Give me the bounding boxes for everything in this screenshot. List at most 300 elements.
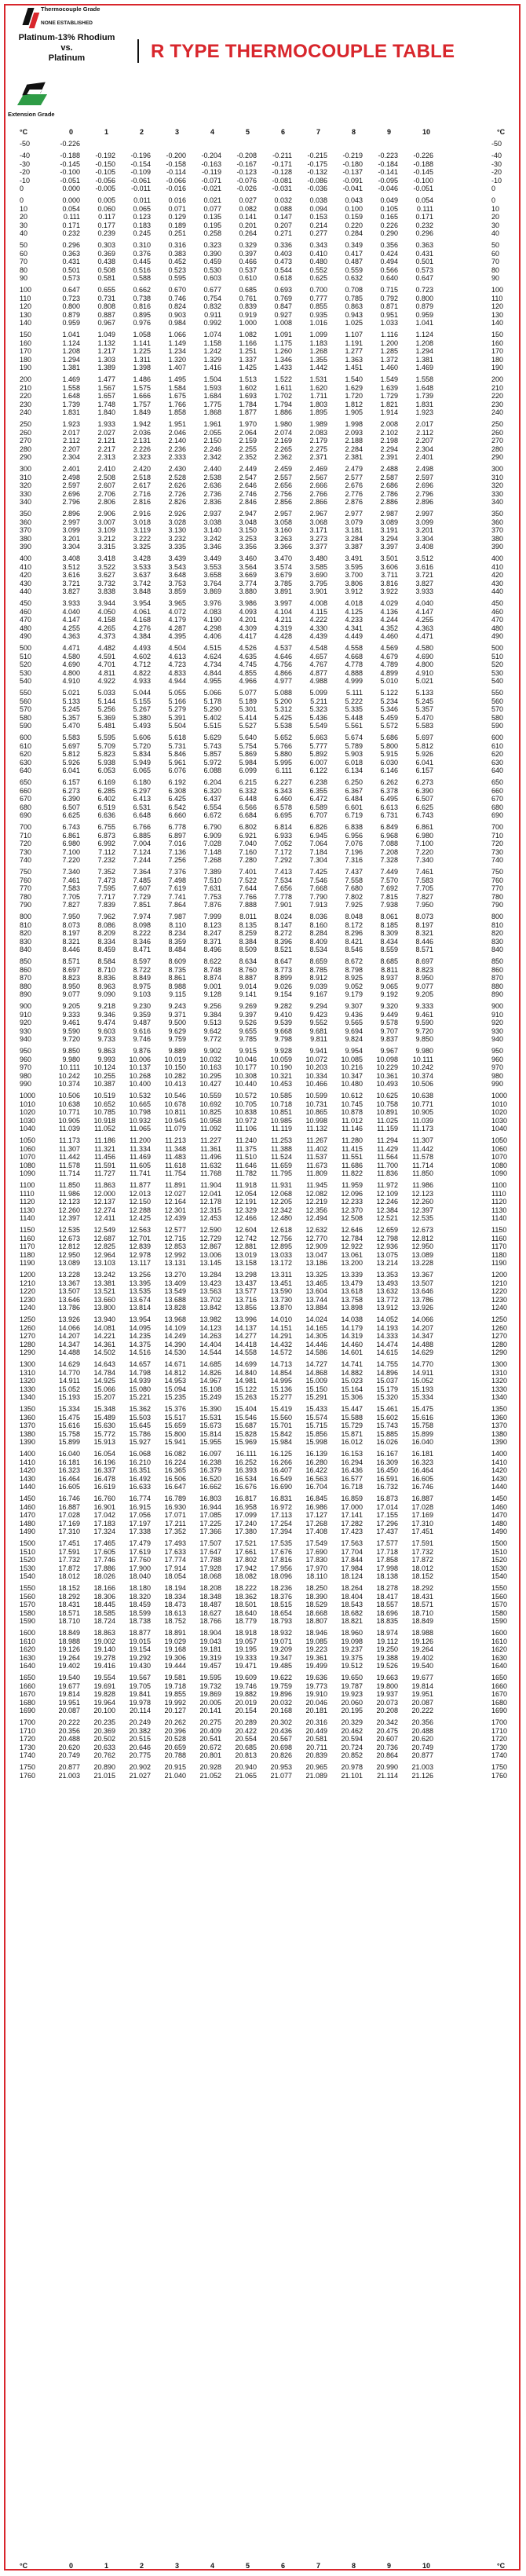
table-cell: 2.265 xyxy=(274,445,292,453)
table-cell: 9.423 xyxy=(309,1010,327,1019)
table-cell: 2.577 xyxy=(345,473,363,481)
row-temp-label-right: 320 xyxy=(491,481,504,489)
table-cell: 17.042 xyxy=(93,1511,115,1519)
table-cell: 17.788 xyxy=(199,1556,221,1564)
row-temp-label-right: 1430 xyxy=(491,1474,508,1483)
table-cell: 3.774 xyxy=(239,579,257,587)
row-temp-label: 1340 xyxy=(20,1393,36,1401)
table-cell: 13.381 xyxy=(93,1279,115,1287)
table-cell: 15.108 xyxy=(199,1385,221,1393)
row-temp-label-right: 1120 xyxy=(491,1198,507,1206)
row-temp-label: 1060 xyxy=(20,1144,36,1153)
table-cell: 18.891 xyxy=(164,1629,186,1637)
table-cell: 20.685 xyxy=(235,1743,257,1751)
table-cell: 1.558 xyxy=(62,383,80,392)
table-cell: 14.770 xyxy=(58,1368,80,1377)
table-row xyxy=(0,722,526,730)
table-cell: 3.806 xyxy=(345,579,363,587)
row-temp-label-right: 1600 xyxy=(491,1629,508,1637)
row-temp-label-right: 240 xyxy=(491,408,504,416)
table-cell: 9.077 xyxy=(415,982,433,990)
table-cell: 15.419 xyxy=(270,1405,292,1413)
table-cell: 16.887 xyxy=(58,1502,80,1511)
table-cell: 16.097 xyxy=(199,1450,221,1458)
table-cell: 18.026 xyxy=(93,1572,115,1580)
row-temp-label-right: -10 xyxy=(491,176,502,185)
table-cell: 11.039 xyxy=(412,1116,433,1125)
table-cell: -0.091 xyxy=(342,176,363,185)
table-cell: 0.816 xyxy=(133,302,151,310)
table-cell: 11.972 xyxy=(377,1181,398,1189)
table-row xyxy=(0,1751,526,1760)
table-cell: 2.646 xyxy=(239,481,257,489)
table-cell: 8.296 xyxy=(345,929,363,937)
table-cell: 15.150 xyxy=(305,1385,327,1393)
table-cell: 8.384 xyxy=(239,937,257,946)
table-cell: 2.547 xyxy=(239,473,257,481)
table-cell: 14.375 xyxy=(129,1340,151,1348)
table-cell: 7.268 xyxy=(203,856,221,864)
row-temp-label-right: 690 xyxy=(491,811,504,819)
table-cell: 17.451 xyxy=(411,1528,433,1535)
row-temp-label-right: 760 xyxy=(491,876,504,884)
table-block xyxy=(0,689,526,730)
table-cell: 11.959 xyxy=(342,1181,363,1189)
row-temp-label: 70 xyxy=(20,258,28,265)
table-row xyxy=(0,1190,526,1198)
row-temp-label: 710 xyxy=(20,831,32,840)
table-cell: 15.546 xyxy=(235,1413,257,1422)
table-cell: 18.557 xyxy=(376,1601,398,1608)
table-cell: 0.516 xyxy=(133,265,151,274)
table-cell: 10.638 xyxy=(411,1092,433,1100)
table-cell: 8.484 xyxy=(168,946,186,953)
table-cell: 0.271 xyxy=(274,229,292,237)
table-cell: 10.427 xyxy=(199,1080,221,1088)
table-cell: 10.493 xyxy=(376,1080,398,1088)
table-cell: 1.149 xyxy=(168,338,186,347)
row-temp-label-right: 740 xyxy=(491,856,504,864)
table-cell: 20.462 xyxy=(341,1726,363,1735)
page-title xyxy=(151,41,455,63)
table-cell: 5.926 xyxy=(62,758,80,767)
table-cell: 20.965 xyxy=(305,1763,327,1771)
table-cell: 1.477 xyxy=(97,375,115,383)
table-cell: 19.923 xyxy=(341,1690,363,1698)
table-cell: 2.597 xyxy=(415,473,433,481)
table-cell: 7.938 xyxy=(380,901,398,909)
table-cell: 4.125 xyxy=(345,607,363,616)
table-cell: 2.937 xyxy=(203,510,221,518)
row-temp-label: -30 xyxy=(20,159,31,168)
table-cell: 12.439 xyxy=(164,1214,186,1222)
table-cell: 13.423 xyxy=(199,1279,221,1287)
row-temp-label: 1590 xyxy=(20,1617,36,1625)
extension-grade-icon xyxy=(17,79,47,108)
column-label: 5 xyxy=(246,128,250,136)
table-cell: 6.367 xyxy=(345,786,363,795)
table-cell: 17.310 xyxy=(58,1528,80,1535)
table-cell: 3.595 xyxy=(345,562,363,571)
table-cell: 3.048 xyxy=(239,518,257,526)
table-row xyxy=(0,152,526,160)
table-cell: 11.986 xyxy=(59,1189,80,1198)
table-cell: 0.123 xyxy=(133,213,151,221)
table-cell: 3.150 xyxy=(239,526,257,534)
table-cell: 9.449 xyxy=(380,1010,398,1019)
table-cell: 2.179 xyxy=(309,437,327,445)
table-cell: 4.624 xyxy=(203,652,221,660)
row-temp-label-right: 1190 xyxy=(491,1259,507,1267)
table-cell: 11.469 xyxy=(130,1153,151,1161)
table-cell: 4.899 xyxy=(380,668,398,677)
table-cell: 16.252 xyxy=(235,1458,257,1466)
table-cell: 2.169 xyxy=(274,437,292,445)
table-cell: 8.011 xyxy=(239,913,257,920)
row-temp-label: 790 xyxy=(20,901,32,909)
row-temp-label-right: 280 xyxy=(491,445,504,453)
table-cell: 9.052 xyxy=(345,982,363,990)
table-cell: 18.849 xyxy=(411,1617,433,1625)
table-cell: 0.027 xyxy=(239,196,257,204)
table-cell: 1.268 xyxy=(309,347,327,355)
table-cell: 12.123 xyxy=(411,1189,433,1198)
table-cell: 14.643 xyxy=(93,1360,115,1368)
table-cell: 9.359 xyxy=(133,1010,151,1019)
table-cell: 4.526 xyxy=(239,644,257,652)
table-cell: 10.124 xyxy=(93,1063,115,1071)
table-row xyxy=(0,1564,526,1573)
table-row xyxy=(0,823,526,832)
table-cell: 19.444 xyxy=(164,1662,186,1670)
table-cell: 1.531 xyxy=(309,375,327,383)
table-cell: 0.581 xyxy=(97,274,115,282)
table-cell: 20.978 xyxy=(341,1763,363,1771)
table-cell: 21.015 xyxy=(93,1771,115,1780)
table-cell: -0.175 xyxy=(307,159,327,168)
table-cell: 14.629 xyxy=(58,1360,80,1368)
table-cell: 17.141 xyxy=(341,1511,363,1519)
table-row xyxy=(0,767,526,775)
table-cell: 17.746 xyxy=(93,1556,115,1564)
table-cell: 3.294 xyxy=(380,534,398,543)
table-cell: 6.838 xyxy=(345,823,363,831)
row-temp-label: 930 xyxy=(20,1026,32,1035)
table-cell: 6.308 xyxy=(168,786,186,795)
table-cell: 13.688 xyxy=(164,1295,186,1304)
row-temp-label: 770 xyxy=(20,884,32,892)
row-temp-label: 350 xyxy=(20,510,32,518)
table-cell: -0.223 xyxy=(378,152,398,159)
table-cell: 1.895 xyxy=(309,408,327,416)
table-cell: 9.346 xyxy=(97,1010,115,1019)
table-cell: 14.826 xyxy=(199,1368,221,1377)
table-cell: 6.332 xyxy=(239,786,257,795)
table-cell: 12.096 xyxy=(341,1189,363,1198)
row-temp-label: 1100 xyxy=(20,1181,35,1189)
table-cell: 17.718 xyxy=(376,1547,398,1556)
table-cell: 2.342 xyxy=(203,453,221,461)
table-cell: 11.280 xyxy=(342,1136,363,1144)
table-cell: 8.647 xyxy=(274,957,292,965)
table-cell: 12.784 xyxy=(341,1234,363,1242)
row-temp-label: 910 xyxy=(20,1010,32,1019)
table-block xyxy=(0,510,526,551)
table-cell: 7.280 xyxy=(239,856,257,864)
table-cell: 11.795 xyxy=(271,1169,292,1177)
table-cell: 3.711 xyxy=(381,571,398,579)
table-cell: 11.782 xyxy=(236,1169,257,1177)
row-temp-label: 180 xyxy=(20,355,32,364)
table-cell: 13.535 xyxy=(129,1287,151,1295)
table-cell: 0.054 xyxy=(62,204,80,213)
table-cell: 2.886 xyxy=(380,498,398,506)
table-cell: 19.098 xyxy=(341,1637,363,1645)
table-row xyxy=(0,258,526,266)
table-cell: 17.380 xyxy=(235,1528,257,1535)
table-cell: 12.812 xyxy=(411,1234,433,1242)
table-cell: 18.779 xyxy=(235,1617,257,1625)
table-cell: 0.919 xyxy=(239,310,257,319)
table-cell: 5.189 xyxy=(239,697,257,705)
table-cell: 20.329 xyxy=(341,1718,363,1726)
table-cell: 11.931 xyxy=(271,1181,292,1189)
table-cell: 0.967 xyxy=(97,319,115,327)
table-cell: 9.668 xyxy=(274,1026,292,1035)
table-cell: 16.365 xyxy=(164,1466,186,1474)
table-cell: 20.852 xyxy=(341,1751,363,1759)
table-cell: 20.877 xyxy=(411,1751,433,1759)
table-cell: 11.065 xyxy=(130,1125,151,1132)
row-temp-label-right: 1310 xyxy=(491,1368,508,1377)
table-cell: 9.513 xyxy=(203,1019,221,1026)
table-cell: -0.066 xyxy=(166,176,186,185)
row-temp-label: 1270 xyxy=(20,1332,36,1340)
table-cell: 3.880 xyxy=(239,587,257,595)
table-row xyxy=(0,356,526,364)
table-cell: 0.165 xyxy=(380,213,398,221)
table-cell: 2.207 xyxy=(415,437,433,445)
table-cell: 15.037 xyxy=(376,1377,398,1385)
row-temp-label-right: 870 xyxy=(491,974,504,982)
table-cell: 1.877 xyxy=(239,408,257,416)
table-cell: 18.222 xyxy=(235,1584,257,1592)
table-cell: 0.376 xyxy=(133,249,151,258)
table-cell: 11.659 xyxy=(271,1161,292,1169)
table-cell: 2.508 xyxy=(97,473,115,481)
table-cell: 14.558 xyxy=(235,1348,257,1356)
table-cell: 6.933 xyxy=(274,831,292,840)
table-cell: 8.634 xyxy=(239,957,257,965)
table-cell: 16.464 xyxy=(58,1474,80,1483)
table-row xyxy=(0,319,526,327)
table-cell: 9.103 xyxy=(133,990,151,998)
table-cell: 15.743 xyxy=(376,1422,398,1429)
table-cell: 15.616 xyxy=(411,1413,433,1422)
table-cell: 7.827 xyxy=(62,901,80,909)
table-cell: 0.777 xyxy=(309,294,327,302)
row-temp-label: 1010 xyxy=(20,1100,36,1108)
row-temp-label: 1000 xyxy=(20,1092,36,1100)
row-temp-label-right: 1220 xyxy=(491,1287,508,1295)
table-cell: 10.798 xyxy=(129,1108,151,1116)
table-cell: 10.111 xyxy=(59,1063,80,1071)
table-row xyxy=(0,1475,526,1484)
table-cell: 3.637 xyxy=(133,571,151,579)
table-cell: -0.100 xyxy=(60,168,80,176)
table-cell: 18.431 xyxy=(58,1601,80,1608)
table-cell: 20.369 xyxy=(93,1726,115,1735)
row-temp-label-right: 600 xyxy=(491,734,504,741)
row-temp-label-right: 50 xyxy=(491,241,500,249)
table-cell: 10.546 xyxy=(164,1092,186,1100)
table-cell: 5.481 xyxy=(97,722,115,730)
table-cell: 12.729 xyxy=(199,1234,221,1242)
table-cell: 12.260 xyxy=(58,1206,80,1214)
table-cell: 20.749 xyxy=(58,1751,80,1759)
table-cell: 3.616 xyxy=(62,571,80,579)
table-cell: 16.520 xyxy=(199,1474,221,1483)
row-temp-label-right: 910 xyxy=(491,1010,504,1019)
table-cell: 15.687 xyxy=(235,1422,257,1429)
table-cell: 10.229 xyxy=(376,1063,398,1071)
table-cell: 12.673 xyxy=(58,1234,80,1242)
row-temp-label-right: 1090 xyxy=(491,1169,508,1177)
row-temp-label: 590 xyxy=(20,722,32,730)
table-cell: 4.179 xyxy=(168,616,186,624)
row-temp-label: 1660 xyxy=(20,1681,36,1690)
row-temp-label-right: 1010 xyxy=(491,1100,508,1108)
table-cell: 18.152 xyxy=(58,1584,80,1592)
table-cell: 9.474 xyxy=(97,1019,115,1026)
table-cell: 0.135 xyxy=(203,213,221,221)
table-cell: 18.988 xyxy=(58,1637,80,1645)
table-cell: 0.071 xyxy=(168,204,186,213)
table-cell: 12.687 xyxy=(93,1234,115,1242)
table-cell: 14.390 xyxy=(164,1340,186,1348)
column-label: 5 xyxy=(246,2562,250,2570)
table-cell: 16.746 xyxy=(411,1483,433,1491)
table-cell: 9.230 xyxy=(133,1002,151,1010)
table-cell: 4.136 xyxy=(380,607,398,616)
table-cell: 8.760 xyxy=(239,965,257,974)
table-cell: 13.089 xyxy=(411,1250,433,1259)
table-cell: 17.844 xyxy=(341,1556,363,1564)
row-temp-label: 1560 xyxy=(20,1592,36,1601)
table-cell: 10.295 xyxy=(199,1071,221,1080)
table-cell: 12.425 xyxy=(129,1214,151,1222)
table-row xyxy=(0,347,526,356)
thermocouple-grade-label: Thermocouple Grade xyxy=(41,5,100,13)
table-cell: 4.083 xyxy=(203,607,221,616)
table-cell: 3.181 xyxy=(345,526,363,534)
table-cell: 10.059 xyxy=(270,1055,292,1063)
table-cell: 0.245 xyxy=(133,229,151,237)
table-cell: 2.008 xyxy=(380,420,398,428)
table-cell: 9.629 xyxy=(168,1026,186,1035)
table-cell: 20.515 xyxy=(129,1735,151,1743)
table-cell: 11.456 xyxy=(94,1153,115,1161)
row-temp-label: 610 xyxy=(20,741,32,750)
table-cell: 20.736 xyxy=(376,1743,398,1751)
table-row xyxy=(0,1584,526,1593)
row-temp-label-right: 1750 xyxy=(491,1763,508,1771)
row-temp-label: 1510 xyxy=(20,1547,36,1556)
table-cell: 1.840 xyxy=(97,408,115,416)
table-cell: 18.849 xyxy=(58,1629,80,1637)
table-cell: -0.211 xyxy=(272,152,292,159)
table-row xyxy=(0,518,526,527)
table-cell: 4.330 xyxy=(309,624,327,632)
table-cell: 9.500 xyxy=(168,1019,186,1026)
table-cell: 19.855 xyxy=(164,1690,186,1698)
table-cell: 6.297 xyxy=(133,786,151,795)
table-cell: 16.577 xyxy=(341,1474,363,1483)
table-cell: 16.831 xyxy=(270,1495,292,1502)
row-temp-label-right: 1580 xyxy=(491,1608,508,1617)
table-cell: 0.879 xyxy=(415,302,433,310)
row-temp-label: 360 xyxy=(20,518,32,526)
table-cell: 14.741 xyxy=(341,1360,363,1368)
table-cell: 3.038 xyxy=(203,518,221,526)
table-cell: 4.201 xyxy=(239,616,257,624)
table-cell: -0.119 xyxy=(202,168,221,176)
row-temp-label-right: 880 xyxy=(491,982,504,990)
table-cell: 18.194 xyxy=(164,1584,186,1592)
table-cell: 8.622 xyxy=(203,957,221,965)
table-cell: 12.563 xyxy=(129,1226,151,1234)
table-cell: 8.496 xyxy=(203,946,221,953)
table-cell: 14.713 xyxy=(270,1360,292,1368)
table-cell: 14.911 xyxy=(412,1368,433,1377)
table-row xyxy=(0,510,526,518)
table-block xyxy=(0,1405,526,1447)
table-cell: 0.544 xyxy=(274,265,292,274)
table-cell: 4.712 xyxy=(133,660,151,668)
table-cell: 10.150 xyxy=(164,1063,186,1071)
table-cell: 9.876 xyxy=(133,1047,151,1055)
table-cell: 7.753 xyxy=(203,892,221,901)
table-cell: 9.461 xyxy=(62,1019,80,1026)
table-cell: 3.335 xyxy=(168,543,186,551)
row-temp-label: 60 xyxy=(20,249,28,258)
row-temp-label-right: 590 xyxy=(491,722,504,730)
table-cell: 10.665 xyxy=(129,1100,151,1108)
table-cell: 13.870 xyxy=(270,1304,292,1312)
table-cell: 17.197 xyxy=(129,1519,151,1528)
table-row xyxy=(0,526,526,535)
table-row xyxy=(0,535,526,543)
table-cell: 14.446 xyxy=(305,1340,327,1348)
row-temp-label-right: 1330 xyxy=(491,1385,508,1393)
table-row xyxy=(0,697,526,706)
table-row xyxy=(0,481,526,490)
table-cell: 20.915 xyxy=(164,1763,186,1771)
table-cell: 1.794 xyxy=(274,400,292,408)
table-row xyxy=(0,331,526,339)
table-cell: 6.146 xyxy=(380,767,398,774)
row-temp-label: 1050 xyxy=(20,1136,36,1144)
table-cell: 11.741 xyxy=(130,1169,151,1177)
table-cell: 9.065 xyxy=(380,982,398,990)
table-cell: 1.320 xyxy=(168,355,186,364)
table-cell: 17.028 xyxy=(411,1502,433,1511)
table-cell: 9.090 xyxy=(97,990,115,998)
table-cell: 11.537 xyxy=(306,1153,327,1161)
table-cell: 2.381 xyxy=(345,453,363,461)
table-cell: 3.068 xyxy=(309,518,327,526)
row-temp-label-right: 440 xyxy=(491,587,504,595)
